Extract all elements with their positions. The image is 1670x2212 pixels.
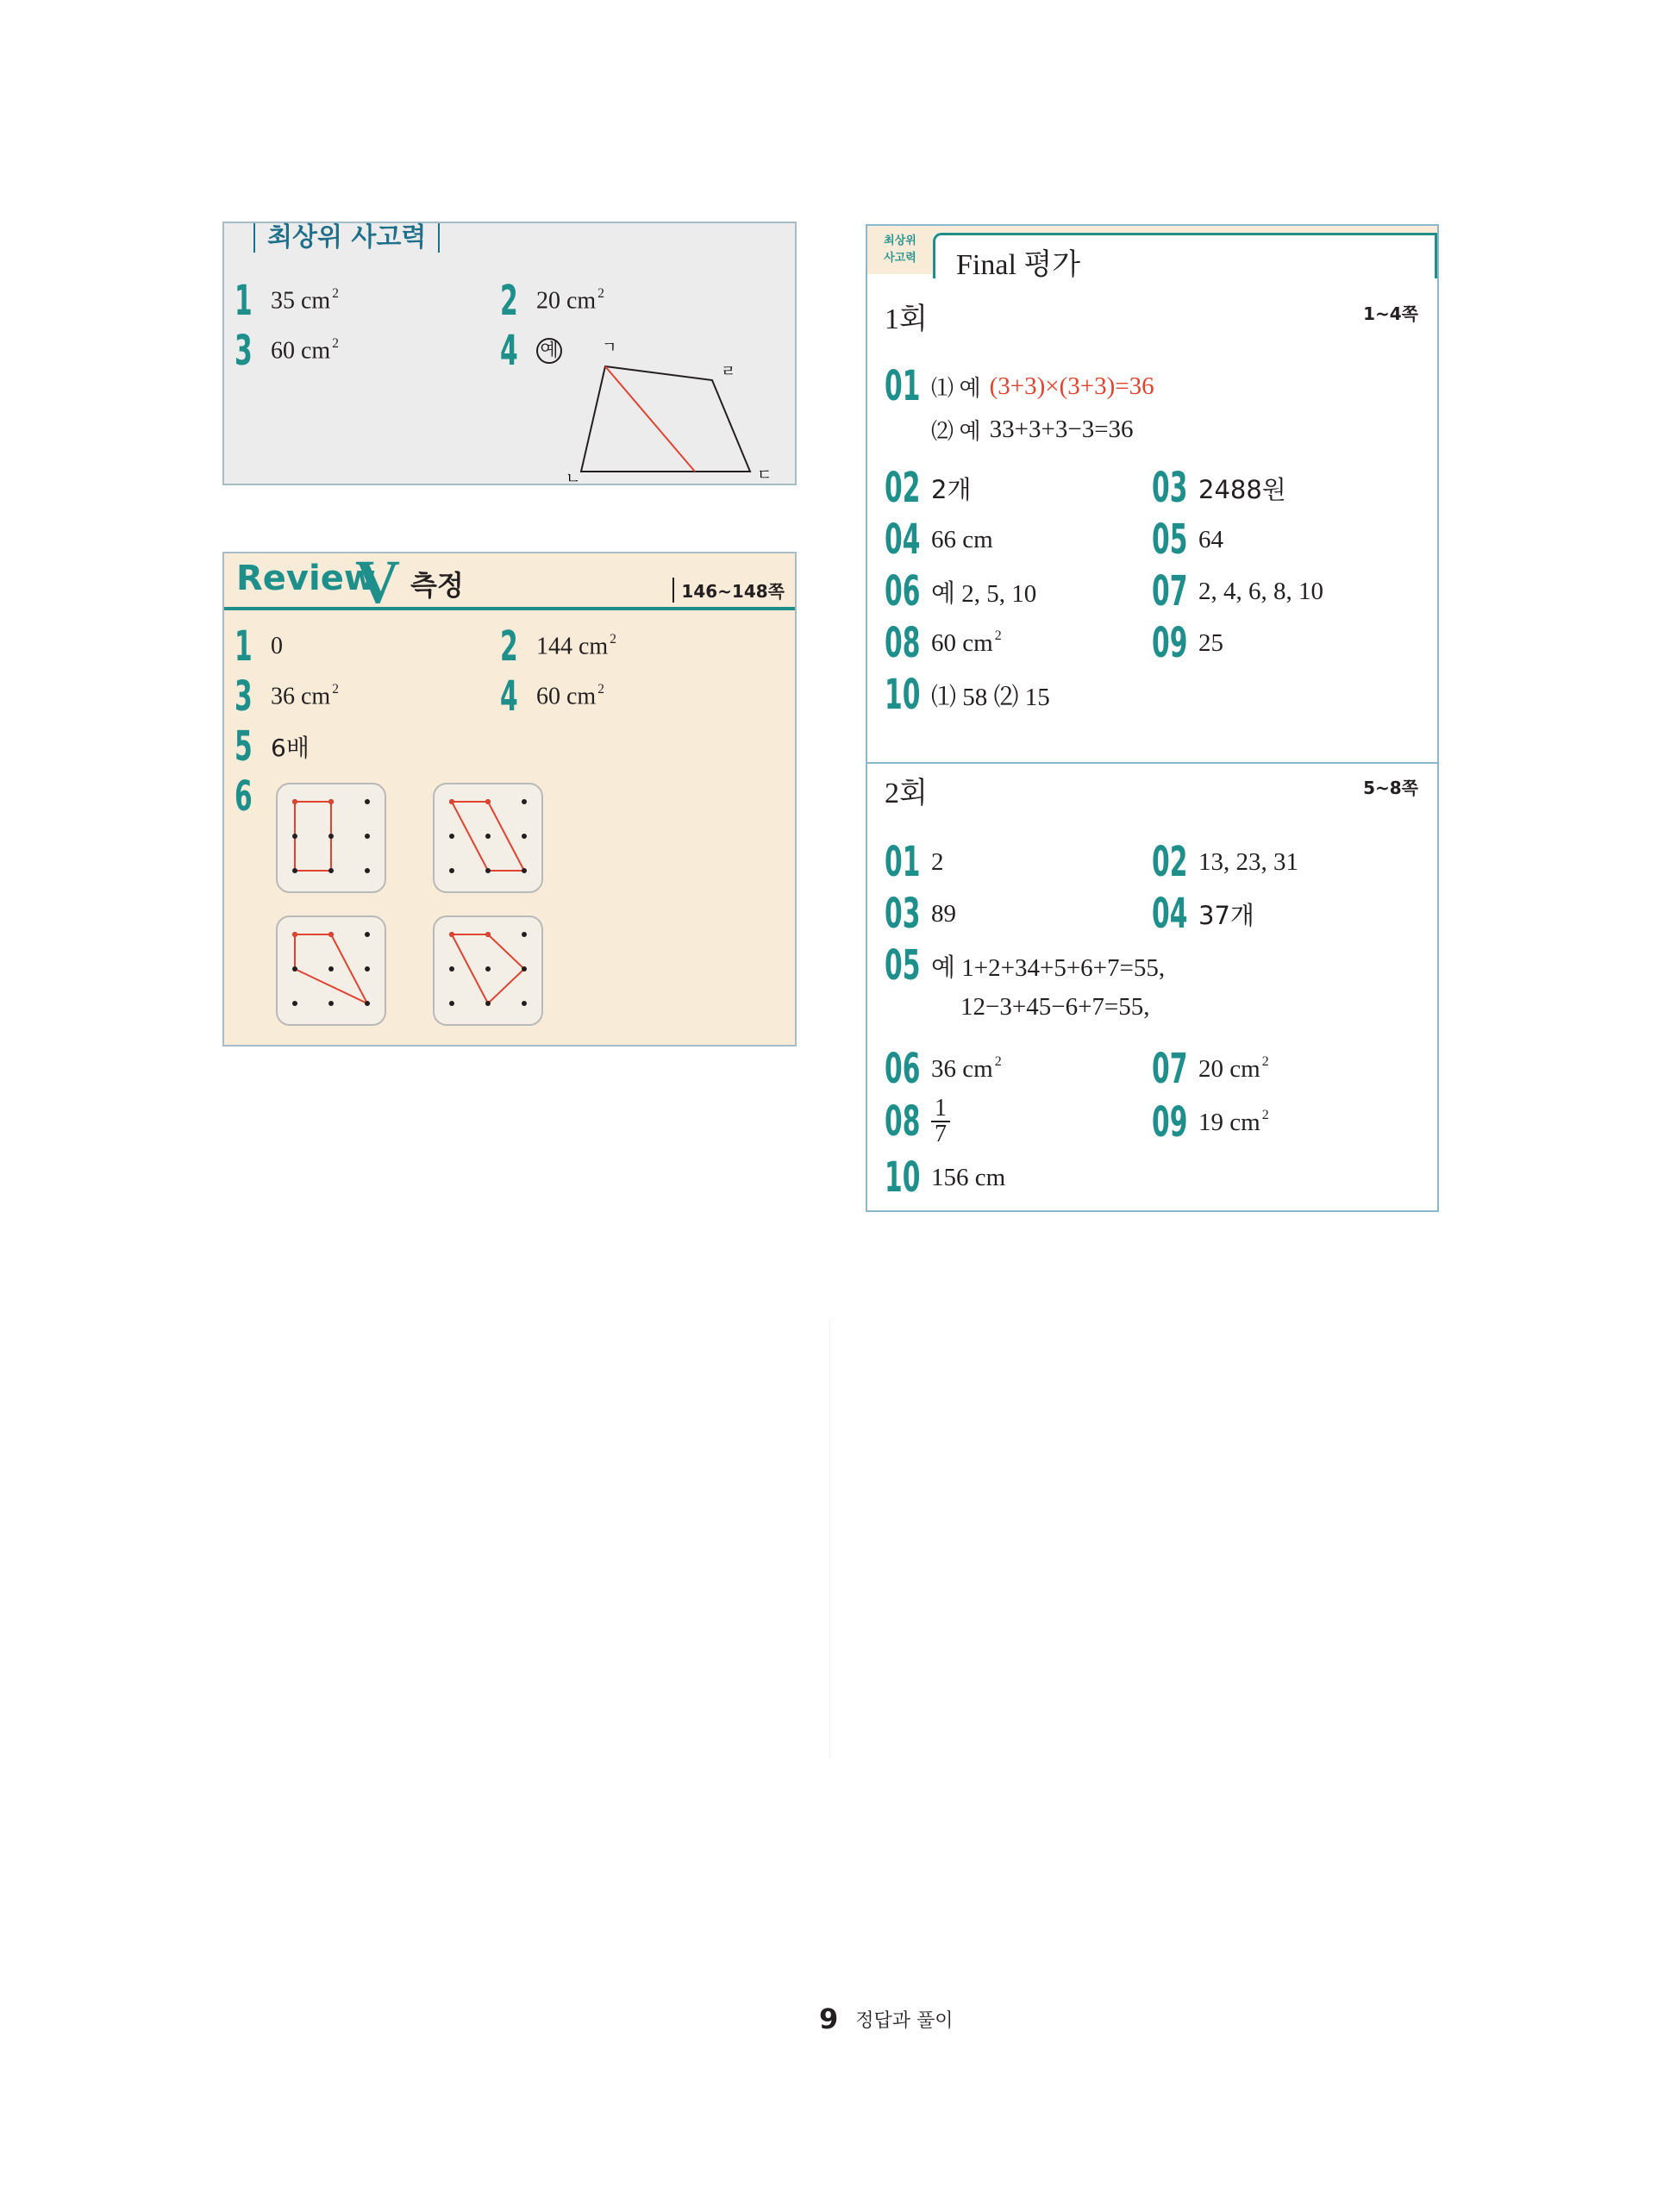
round-label: 1회 bbox=[885, 303, 928, 335]
answer-value: 156 cm bbox=[931, 1163, 1006, 1191]
dot-grid-quadrilateral bbox=[433, 915, 543, 1026]
answer-value: 2개 bbox=[931, 474, 972, 504]
answer-number: 1 bbox=[235, 277, 253, 325]
answer-prefix: ⑴ 예 bbox=[931, 375, 981, 401]
answer-value: 0 bbox=[271, 633, 283, 659]
vertex-label-rieul: ㄹ bbox=[721, 363, 736, 381]
example-mark: 예 bbox=[536, 338, 562, 364]
answer-value: 89 bbox=[931, 899, 956, 928]
answer-item bbox=[500, 277, 604, 325]
answer-item bbox=[235, 772, 264, 821]
answer-number: 08 bbox=[885, 1097, 921, 1146]
answer-number: 03 bbox=[885, 890, 921, 938]
answer-number: 09 bbox=[1152, 619, 1188, 667]
answer-number: 3 bbox=[235, 327, 253, 375]
answer-number: 03 bbox=[1152, 464, 1188, 512]
answer-item bbox=[1152, 516, 1223, 564]
answer-item bbox=[1152, 1045, 1269, 1093]
answer-value: 19 cm $^2$ bbox=[1198, 1108, 1269, 1136]
answer-number: 1 bbox=[235, 622, 253, 671]
answer-value: 36 cm $^2$ bbox=[271, 682, 339, 710]
answer-item bbox=[1152, 838, 1298, 886]
answer-item-continued bbox=[960, 993, 1150, 1022]
dot-grid-trapezoid bbox=[276, 915, 386, 1026]
final-test-answer-box bbox=[866, 224, 1439, 1212]
answer-value: 60 cm $^2$ bbox=[931, 628, 1002, 657]
answer-item bbox=[235, 622, 283, 671]
answer-item bbox=[885, 890, 956, 938]
answer-number: 4 bbox=[500, 327, 518, 375]
answer-item bbox=[885, 1097, 950, 1147]
roman-numeral: V bbox=[355, 547, 400, 616]
answer-value: 2488원 bbox=[1198, 474, 1286, 504]
tab-line: 최상위 bbox=[884, 234, 916, 247]
answer-item bbox=[885, 1045, 1002, 1093]
page-range: 146~148쪽 bbox=[672, 578, 785, 603]
answer-number: 05 bbox=[885, 941, 921, 990]
page-footer bbox=[819, 2003, 954, 2035]
vertex-label-nieun: ㄴ bbox=[566, 470, 581, 482]
answer-prefix: ⑵ 예 bbox=[931, 419, 981, 444]
answer-number: 02 bbox=[885, 464, 921, 512]
answer-item bbox=[885, 362, 1154, 410]
answer-value: 6배 bbox=[271, 734, 310, 762]
vertex-label-giyeok: ㄱ bbox=[602, 339, 617, 357]
page-number: 9 bbox=[819, 2003, 839, 2035]
review-answer-box bbox=[222, 547, 797, 1047]
review-header bbox=[224, 547, 795, 616]
answer-number: 04 bbox=[885, 516, 921, 564]
answer-value: 12−3+45−6+7=55, bbox=[960, 993, 1150, 1021]
answer-number: 01 bbox=[885, 362, 921, 410]
answer-number: 08 bbox=[885, 619, 921, 667]
answer-item bbox=[1152, 1098, 1269, 1147]
review-title: 측정 bbox=[410, 569, 464, 602]
quadrilateral-diagram bbox=[552, 327, 785, 482]
answer-item bbox=[235, 277, 339, 325]
answer-value: 37개 bbox=[1198, 900, 1254, 930]
answer-number: 02 bbox=[1152, 838, 1188, 886]
dot-grid-parallelogram bbox=[433, 783, 543, 893]
answer-number: 10 bbox=[885, 1153, 921, 1202]
answer-value: 144 cm $^2$ bbox=[536, 632, 616, 660]
review-label: Review bbox=[236, 559, 376, 598]
page-footer-title: 정답과 풀이 bbox=[855, 2009, 954, 2032]
fraction-denominator: 7 bbox=[935, 1121, 947, 1147]
answer-value: ⑴ 58 ⑵ 15 bbox=[931, 683, 1050, 711]
answer-number: 09 bbox=[1152, 1098, 1188, 1147]
answer-number: 01 bbox=[885, 838, 921, 886]
column-guide-line bbox=[829, 1319, 830, 1759]
answer-number: 06 bbox=[885, 567, 921, 615]
final-title: Final 평가 bbox=[956, 249, 1081, 281]
answer-value: 60 cm $^2$ bbox=[536, 682, 604, 710]
answer-item bbox=[1152, 890, 1254, 938]
answer-value: 2, 4, 6, 8, 10 bbox=[1198, 577, 1323, 605]
tab-line: 사고력 bbox=[884, 252, 916, 265]
fraction bbox=[931, 1097, 950, 1147]
answer-number: 3 bbox=[235, 672, 253, 721]
answer-item bbox=[885, 464, 971, 512]
round-label: 2회 bbox=[885, 778, 928, 809]
answer-value: 13, 23, 31 bbox=[1198, 847, 1298, 876]
answer-expression: (3+3)×(3+3)=36 bbox=[989, 372, 1154, 400]
answer-item bbox=[885, 941, 1165, 990]
answer-number: 2 bbox=[500, 622, 518, 671]
answer-item bbox=[235, 327, 339, 375]
answer-item bbox=[885, 671, 1050, 719]
answer-value: 예 1+2+34+5+6+7=55, bbox=[931, 953, 1166, 982]
section-title: 최상위 사고력 bbox=[253, 223, 440, 253]
answer-number: 2 bbox=[500, 277, 518, 325]
answer-value: 35 cm $^2$ bbox=[271, 286, 339, 315]
answer-value: 20 cm $^2$ bbox=[1198, 1054, 1269, 1083]
answer-number: 07 bbox=[1152, 567, 1188, 615]
category-tab bbox=[867, 226, 933, 274]
answer-value: 66 cm bbox=[931, 525, 993, 553]
top-thinking-answer-box bbox=[222, 222, 797, 485]
answer-item bbox=[500, 622, 616, 671]
answer-number: 04 bbox=[1152, 890, 1188, 938]
answer-item bbox=[235, 672, 339, 721]
answer-value: 예 2, 5, 10 bbox=[931, 579, 1037, 608]
dot-grid-rectangle bbox=[276, 783, 386, 893]
round-divider bbox=[867, 762, 1437, 764]
answer-item bbox=[500, 672, 604, 721]
answer-value: 64 bbox=[1198, 525, 1223, 553]
answer-value: 60 cm $^2$ bbox=[271, 336, 339, 365]
answer-number: 07 bbox=[1152, 1045, 1188, 1093]
answer-item bbox=[1152, 619, 1223, 667]
fraction-numerator: 1 bbox=[931, 1097, 950, 1122]
answer-number: 05 bbox=[1152, 516, 1188, 564]
vertex-label-digeut: ㄷ bbox=[757, 466, 772, 482]
answer-value: 2 bbox=[931, 847, 944, 876]
page-range: 1~4쪽 bbox=[1363, 303, 1418, 324]
answer-item bbox=[885, 516, 993, 564]
answer-value: 36 cm $^2$ bbox=[931, 1054, 1002, 1083]
answer-item bbox=[235, 722, 310, 771]
answer-number: 5 bbox=[235, 722, 253, 771]
answer-item bbox=[885, 619, 1002, 667]
answer-number: 6 bbox=[235, 772, 253, 821]
answer-value: 20 cm $^2$ bbox=[536, 286, 604, 315]
answer-number: 4 bbox=[500, 672, 518, 721]
answer-expression: 33+3+3−3=36 bbox=[989, 416, 1134, 443]
answer-item bbox=[885, 1153, 1005, 1202]
answer-number: 06 bbox=[885, 1045, 921, 1093]
page-range: 5~8쪽 bbox=[1363, 778, 1418, 798]
answer-number: 10 bbox=[885, 671, 921, 719]
answer-item bbox=[885, 567, 1036, 615]
answer-item-continued bbox=[931, 414, 1134, 446]
answer-item bbox=[885, 838, 944, 886]
answer-value: 25 bbox=[1198, 628, 1223, 657]
answer-item bbox=[1152, 464, 1286, 512]
answer-item bbox=[1152, 567, 1323, 615]
final-title-bar bbox=[933, 233, 1437, 281]
